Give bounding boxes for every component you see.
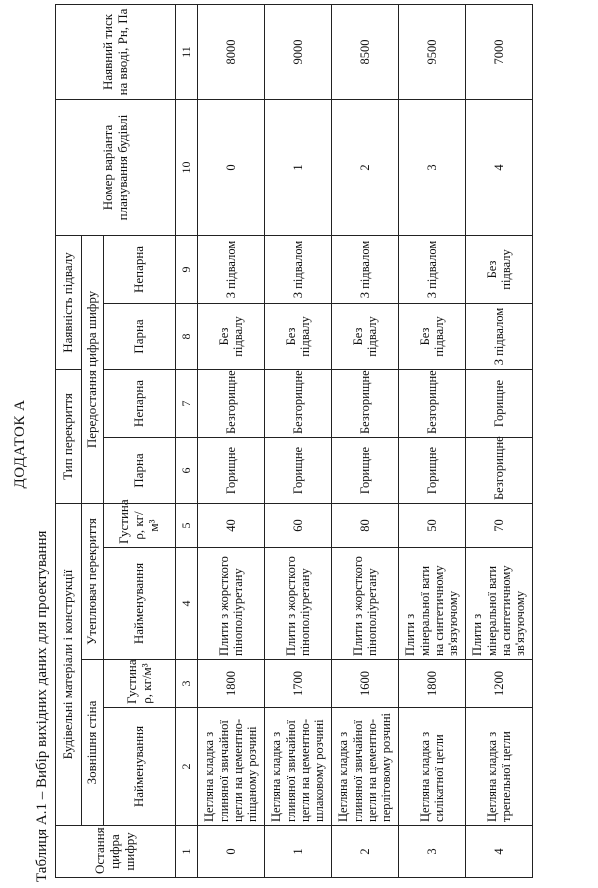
wall-name: Цегляна кладка з глиняної звичайної цегли на цементно-перлітовому розчині	[332, 708, 399, 826]
insulation-name: Плити з жорсткого пінополіуретану	[332, 548, 399, 660]
header-basement-odd: Непарна	[104, 235, 176, 303]
column-number: 3	[176, 660, 198, 708]
wall-density: 1200	[466, 660, 533, 708]
table-row	[399, 4, 466, 877]
column-number: 7	[176, 369, 198, 437]
wall-name: Цегляна кладка з глиняної звичайної цегли на цементно-піщаному розчині	[198, 708, 265, 826]
basement-even: Без підвалу	[399, 303, 466, 369]
basement-odd: Без підвалу	[466, 235, 533, 303]
table-row	[265, 4, 332, 877]
wall-density: 1800	[399, 660, 466, 708]
plan-variant: 4	[466, 99, 533, 235]
table-row	[198, 4, 265, 877]
wall-density: 1700	[265, 660, 332, 708]
table-caption: Таблиця А.1 – Вибір вихідних даних для проектування	[34, 530, 50, 882]
header-wall-density: Густина ρ, кг/м³	[104, 660, 176, 708]
column-number: 8	[176, 303, 198, 369]
header-exterior-wall: Зовнішня стіна	[82, 660, 104, 826]
header-type-even: Парна	[104, 438, 176, 504]
wall-density: 1600	[332, 660, 399, 708]
insulation-name: Плити з жорсткого пінополіуретану	[198, 548, 265, 660]
insulation-density: 50	[399, 504, 466, 548]
basement-even: Без підвалу	[265, 303, 332, 369]
header-penultimate-digit: Передостання цифра шифру	[82, 235, 104, 503]
plan-variant: 1	[265, 99, 332, 235]
row-digit: 1	[265, 826, 332, 878]
header-insulation-density: Густина ρ, кг/м³	[104, 504, 176, 548]
slab-type-odd: Безгорищне	[399, 369, 466, 437]
basement-even: Без підвалу	[332, 303, 399, 369]
pressure: 9500	[399, 4, 466, 99]
header-slab-type: Тип перекриття	[56, 369, 82, 503]
wall-name: Цегляна кладка з силікатної цегли	[399, 708, 466, 826]
insulation-density: 60	[265, 504, 332, 548]
insulation-density: 80	[332, 504, 399, 548]
insulation-name: Плити з мінеральної вати на синтетичному зв'язуючому	[466, 548, 533, 660]
header-basement-even: Парна	[104, 303, 176, 369]
slab-type-even: Горищне	[399, 438, 466, 504]
header-plan-variant: Номер варіанта планування будівлі	[56, 99, 176, 235]
header-basement: Наявність підвалу	[56, 235, 82, 369]
basement-even: З підвалом	[466, 303, 533, 369]
column-number: 9	[176, 235, 198, 303]
pressure: 8000	[198, 4, 265, 99]
header-type-odd: Непарна	[104, 369, 176, 437]
appendix-title: ДОДАТОК А	[12, 399, 28, 489]
slab-type-odd: Безгорищне	[265, 369, 332, 437]
plan-variant: 3	[399, 99, 466, 235]
slab-type-even: Безгорищне	[466, 438, 533, 504]
column-number: 4	[176, 548, 198, 660]
insulation-name: Плити з жорсткого пінополіуретану	[265, 548, 332, 660]
column-number-row	[176, 4, 198, 877]
header-insulated-slab: Утеплювач перекриття	[82, 504, 104, 660]
wall-name: Цегляна кладка з глиняної звичайної цегли на цементно-шлаковому розчині	[265, 708, 332, 826]
column-number: 11	[176, 4, 198, 99]
pressure: 8500	[332, 4, 399, 99]
column-number: 1	[176, 826, 198, 878]
column-number: 6	[176, 438, 198, 504]
wall-density: 1800	[198, 660, 265, 708]
slab-type-odd: Горищне	[466, 369, 533, 437]
header-wall-name: Найменування	[104, 708, 176, 826]
header-building-materials: Будівельні матеріали і конструкції	[56, 504, 82, 826]
basement-odd: З підвалом	[198, 235, 265, 303]
pressure: 7000	[466, 4, 533, 99]
source-data-table	[55, 4, 533, 878]
pressure: 9000	[265, 4, 332, 99]
header-insulation-name: Найменування	[104, 548, 176, 660]
row-digit: 4	[466, 826, 533, 878]
column-number: 5	[176, 504, 198, 548]
column-number: 10	[176, 99, 198, 235]
slab-type-even: Горищне	[332, 438, 399, 504]
plan-variant: 2	[332, 99, 399, 235]
basement-odd: З підвалом	[265, 235, 332, 303]
row-digit: 2	[332, 826, 399, 878]
insulation-density: 40	[198, 504, 265, 548]
row-digit: 0	[198, 826, 265, 878]
table-row	[466, 4, 533, 877]
wall-name: Цегляна кладка з трепельної цегли	[466, 708, 533, 826]
slab-type-even: Горищне	[265, 438, 332, 504]
table-row	[332, 4, 399, 877]
basement-even: Без підвалу	[198, 303, 265, 369]
plan-variant: 0	[198, 99, 265, 235]
basement-odd: З підвалом	[332, 235, 399, 303]
slab-type-even: Горищне	[198, 438, 265, 504]
row-digit: 3	[399, 826, 466, 878]
basement-odd: З підвалом	[399, 235, 466, 303]
slab-type-odd: Безгорищне	[198, 369, 265, 437]
insulation-density: 70	[466, 504, 533, 548]
header-pressure: Наявний тиск на вводі, Pн, Па	[56, 4, 176, 99]
column-number: 2	[176, 708, 198, 826]
insulation-name: Плити з мінеральної вати на синтетичному зв'язуючому	[399, 548, 466, 660]
slab-type-odd: Безгорищне	[332, 369, 399, 437]
header-last-digit: Остання цифра шифру	[56, 826, 176, 878]
